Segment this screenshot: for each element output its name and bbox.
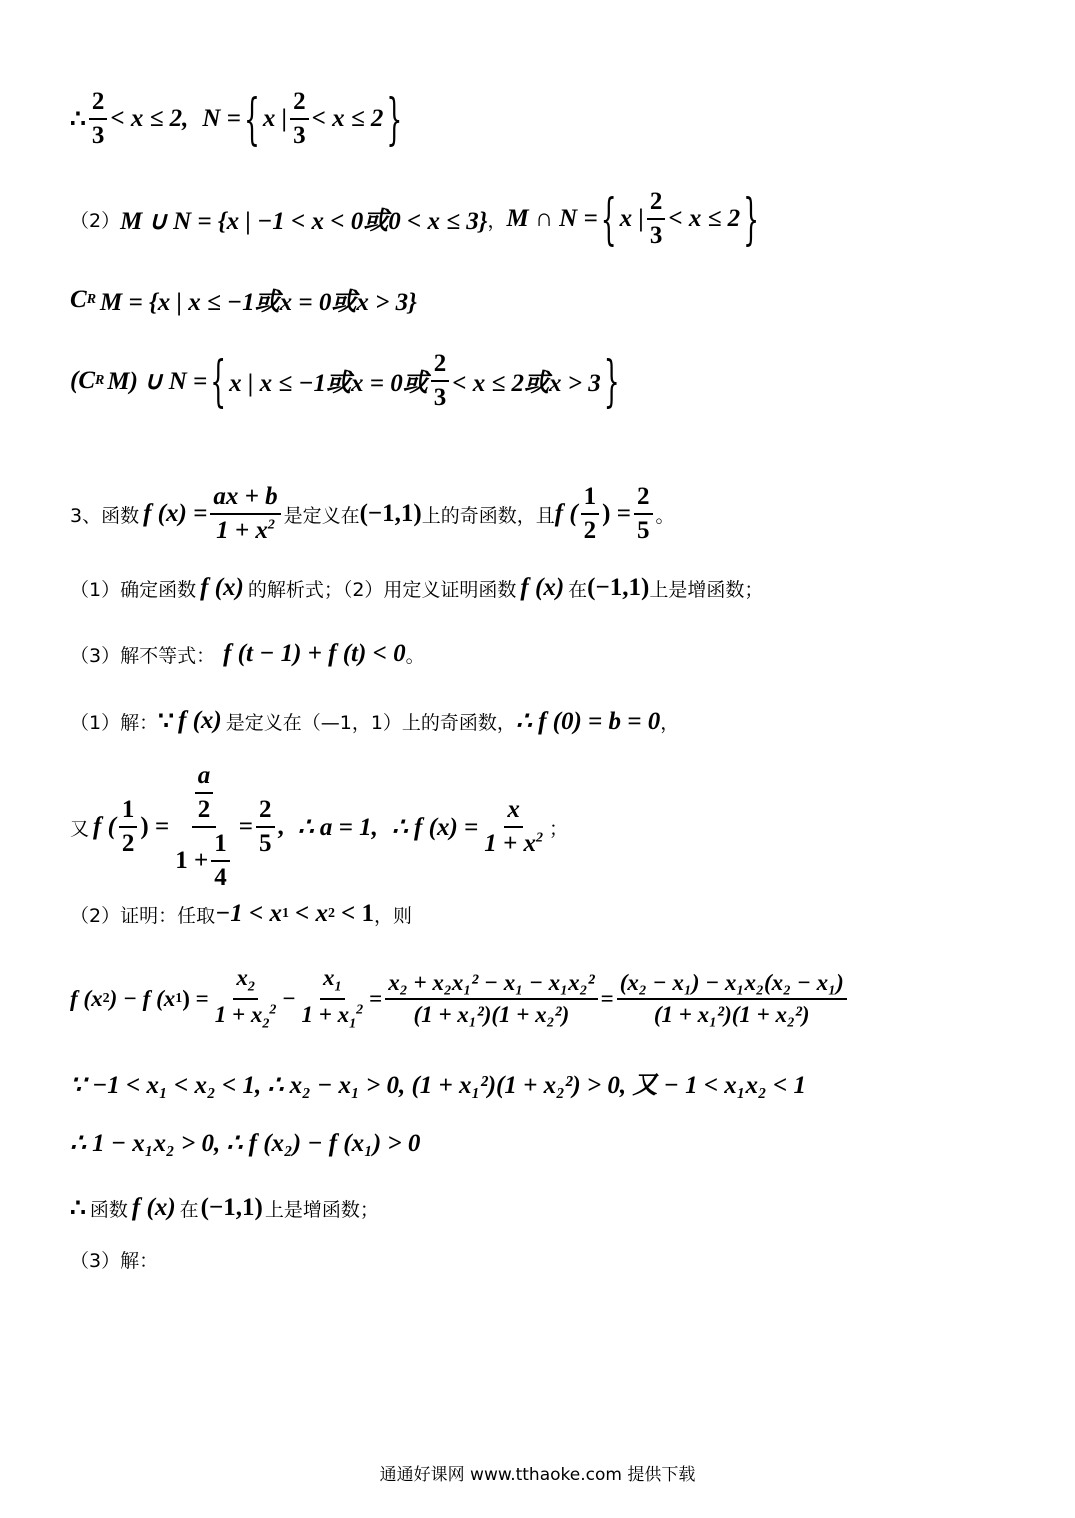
left-brace: { bbox=[243, 87, 260, 151]
complement-expression: M = {x | x ≤ −1或x = 0或x > 3} bbox=[100, 289, 417, 316]
line-2: （2） M ∪ N = {x | −1 < x < 0或0 < x ≤ 3} ， M ∩ N = { x | $\frac{2}{3}$ < x ≤ 2 } bbox=[70, 187, 760, 251]
right-brace: } bbox=[386, 87, 403, 151]
fraction-x1-term: $\frac{x_1}{1 + x_1^2}$ bbox=[301, 965, 364, 1032]
solution-3-label: （3）解： bbox=[70, 1250, 159, 1272]
fraction-two-thirds: $\frac{2}{3}$ bbox=[290, 88, 309, 150]
fraction-two-fifths: $\frac{2}{5}$ bbox=[634, 483, 653, 545]
fraction-x-over-1-plus-x2: $\frac{x}{1 + x^2}$ bbox=[484, 796, 544, 857]
inequality-text: < x ≤ 2, bbox=[110, 105, 189, 132]
fraction-two-thirds: $\frac{2}{3}$ bbox=[431, 350, 450, 412]
fraction-two-fifths: $\frac{2}{5}$ bbox=[256, 796, 275, 858]
line-3: C R M = {x | x ≤ −1或x = 0或x > 3} bbox=[70, 282, 417, 318]
proof-2-conclusion: ∴ 函数 f (x) 在 (−1,1) 上是增函数； bbox=[70, 1194, 379, 1222]
fraction-two-thirds: $\frac{2}{3}$ bbox=[89, 88, 108, 150]
question-3-part-3: （3）解不等式： f (t − 1) + f (t) < 0 。 bbox=[70, 640, 425, 667]
right-brace: } bbox=[603, 349, 620, 413]
set-n-label: N = bbox=[202, 105, 241, 132]
solution-1-line-1: （1）解： ∵ f (x) 是定义在（—1，1）上的奇函数， ∴ f (0) = b = 0 ， bbox=[70, 707, 680, 735]
fraction-one-half: $\frac{1}{2}$ bbox=[581, 483, 600, 545]
fraction-combined: $\frac{\text{x₂ + x₂x₁² − x₁ − x₁x₂²}}{\text{(1 + x₁²)(1 + x₂²)}}$ bbox=[385, 970, 597, 1028]
right-brace: } bbox=[743, 187, 760, 251]
therefore-symbol: ∴ bbox=[70, 106, 86, 133]
proof-2-line-because: ∵ −1 < x₁ < x₂ < 1, ∴ x₂ − x₁ > 0, (1 + x₁²)(1 + x₂²) > 0, 又 − 1 < x₁x₂ < 1 bbox=[70, 1072, 806, 1099]
fraction-ax-plus-b: $\frac{ax + b}{1 + x^2}$ bbox=[210, 483, 280, 545]
proof-2-equation: f (x 2 ) − f (x 1 ) = $\frac{x_2}{1 + x_2^2}$ − $\frac{x_1}{1 + x_1^2}$ = $\frac{\text{x₂ + x₂x₁² − x₁ − x₁x₂²}}{\text{(1 + x₁²)(1 + x₂²)}}$ = $\frac{\text{(x₂ − x₁) − x₁x₂(x₂ − x₁)}}{\text{(1 + x₁²)(1 + x₂²)}}$ bbox=[70, 965, 850, 1032]
fraction-two-thirds: $\frac{2}{3}$ bbox=[647, 188, 666, 250]
fraction-x2-term: $\frac{x_2}{1 + x_2^2}$ bbox=[214, 965, 277, 1032]
solution-1-line-2: 又 f ( $\frac{1}{2}$ ) = $\frac{a}{2}$ 1 + $\frac{1}{4}$ = $\frac{2}{5}$ , ∴ a = 1, ∴ f (x) = $\frac{x}{1 + x^2}$ ； bbox=[70, 762, 569, 891]
left-brace: { bbox=[600, 187, 617, 251]
union-expression: M ∪ N = {x | −1 < x < 0或0 < x ≤ 3} bbox=[120, 208, 488, 235]
fraction-factored: $\frac{\text{(x₂ − x₁) − x₁x₂(x₂ − x₁)}}{\text{(1 + x₁²)(1 + x₂²)}}$ bbox=[617, 970, 847, 1028]
question-3-parts-1-2: （1）确定函数 f (x) 的解析式；（2）用定义证明函数 f (x) 在 (−1,1) 上是增函数； bbox=[70, 574, 764, 601]
nested-fraction: $\frac{a}{2}$ 1 + $\frac{1}{4}$ bbox=[172, 762, 236, 892]
question-3-statement: 3、函数 f (x) = $\frac{ax + b}{1 + x^2}$ 是定义在 (−1,1) 上的奇函数，且 f ( $\frac{1}{2}$ ) = $\frac{2}{5}$ 。 bbox=[70, 483, 675, 544]
fraction-one-half: $\frac{1}{2}$ bbox=[119, 796, 138, 858]
page-footer: 通通好课网 www.tthaoke.com 提供下载 bbox=[379, 1465, 696, 1485]
line-4: (C R M) ∪ N = { x | x ≤ −1或x = 0或 $\frac{2}{3}$ < x ≤ 2或x > 3 } bbox=[70, 349, 620, 413]
left-brace: { bbox=[210, 349, 227, 413]
proof-2-intro: （2）证明：任取 −1 < x 1 < x 2 < 1 ，则 bbox=[70, 900, 413, 927]
proof-2-line-therefore: ∴ 1 − x₁x₂ > 0, ∴ f (x₂) − f (x₁) > 0 bbox=[70, 1130, 421, 1157]
line-1: ∴ $\frac{2}{3}$ < x ≤ 2, N = { x | $\frac{2}{3}$ < x ≤ 2 } bbox=[70, 87, 403, 151]
